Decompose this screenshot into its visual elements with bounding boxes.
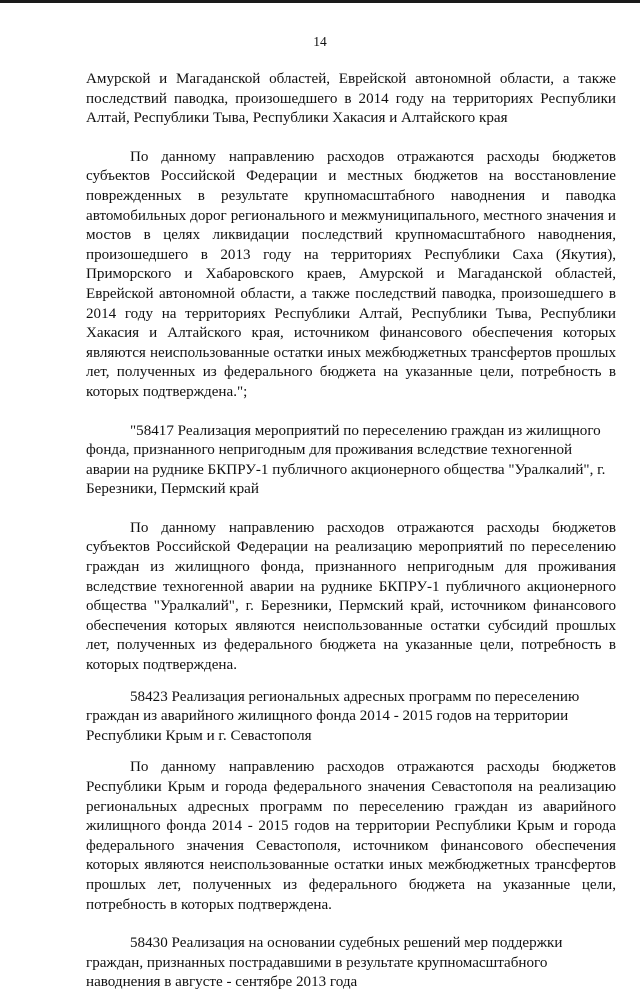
paragraph-body: По данному направлению расходов отражаются расходы бюджетов Республики Крым и города федерального значения Севастополя на реализацию региональных адресных программ по переселению граждан из аварийного жилищного фонда 2014 - 2015 годов на территории Республики Крым и города федерального значения Севастополя, источником финансового обеспечения которых являются неиспользованные остатки иных межбюджетных трансфертов прошлых лет, полученных из федерального бюджета на указанные цели, потребность в которых подтверждена. — [86, 759, 616, 913]
paragraph-item-58417: "58417 Реализация мероприятий по переселению граждан из жилищного фонда, признанного непригодным для проживания вследствие техногенной аварии на руднике БКПРУ-1 публичного акционерного общества "Уралкалий", г. Березники, Пермский край — [86, 422, 606, 498]
paragraph-body: По данному направлению расходов отражаются расходы бюджетов субъектов Российской Федерации и местных бюджетов на восстановление поврежденных в результате крупномасштабного наводнения и паводка автомобильных дорог регионального и межмуниципального, местного значения и мостов в целях ликвидации последствий крупномасштабного наводнения, произошедшего в 2013 году на территориях Республики Саха (Якутия), Приморского и Хабаровского краев, Амурской и Магаданской областей, Еврейской автономной области, а также последствий паводка, произошедшего в 2014 году на территориях Республики Алтай, Республики Тыва, Республики Хакасия и Алтайского края, источником финансового обеспечения которых являются неиспользованные остатки иных межбюджетных трансфертов прошлых лет, полученных из федерального бюджета на указанные цели, потребность в которых подтверждена."; — [86, 148, 616, 400]
document-body — [86, 70, 616, 993]
page-number: 14 — [313, 34, 327, 49]
paragraph-item-58430: 58430 Реализация на основании судебных решений мер поддержки граждан, признанных пострадавшими в результате крупномасштабного наводнения в августе - сентябре 2013 года — [86, 935, 563, 991]
paragraph-item-58423: 58423 Реализация региональных адресных программ по переселению граждан из аварийного жилищного фонда 2014 - 2015 годов на территории Республики Крым и г. Севастополя — [86, 688, 580, 744]
paragraph-body: По данному направлению расходов отражаются расходы бюджетов субъектов Российской Федерации на реализацию мероприятий по переселению граждан из жилищного фонда, признанного непригодным для проживания вследствие техногенной аварии на руднике БКПРУ-1 публичного акционерного общества "Уралкалий", г. Березники, Пермский край, источником финансового обеспечения которых являются неиспользованные остатки субсидий прошлых лет, полученных из федерального бюджета на указанные цели, потребность в которых подтверждена. — [86, 519, 616, 674]
paragraph-continuation: Амурской и Магаданской областей, Еврейской автономной области, а также последствий паводка, произошедшего в 2014 году на территориях Республики Алтай, Республики Тыва, Республики Хакасия и Алтайского края — [86, 71, 616, 127]
scan-edge-rule — [0, 0, 640, 3]
